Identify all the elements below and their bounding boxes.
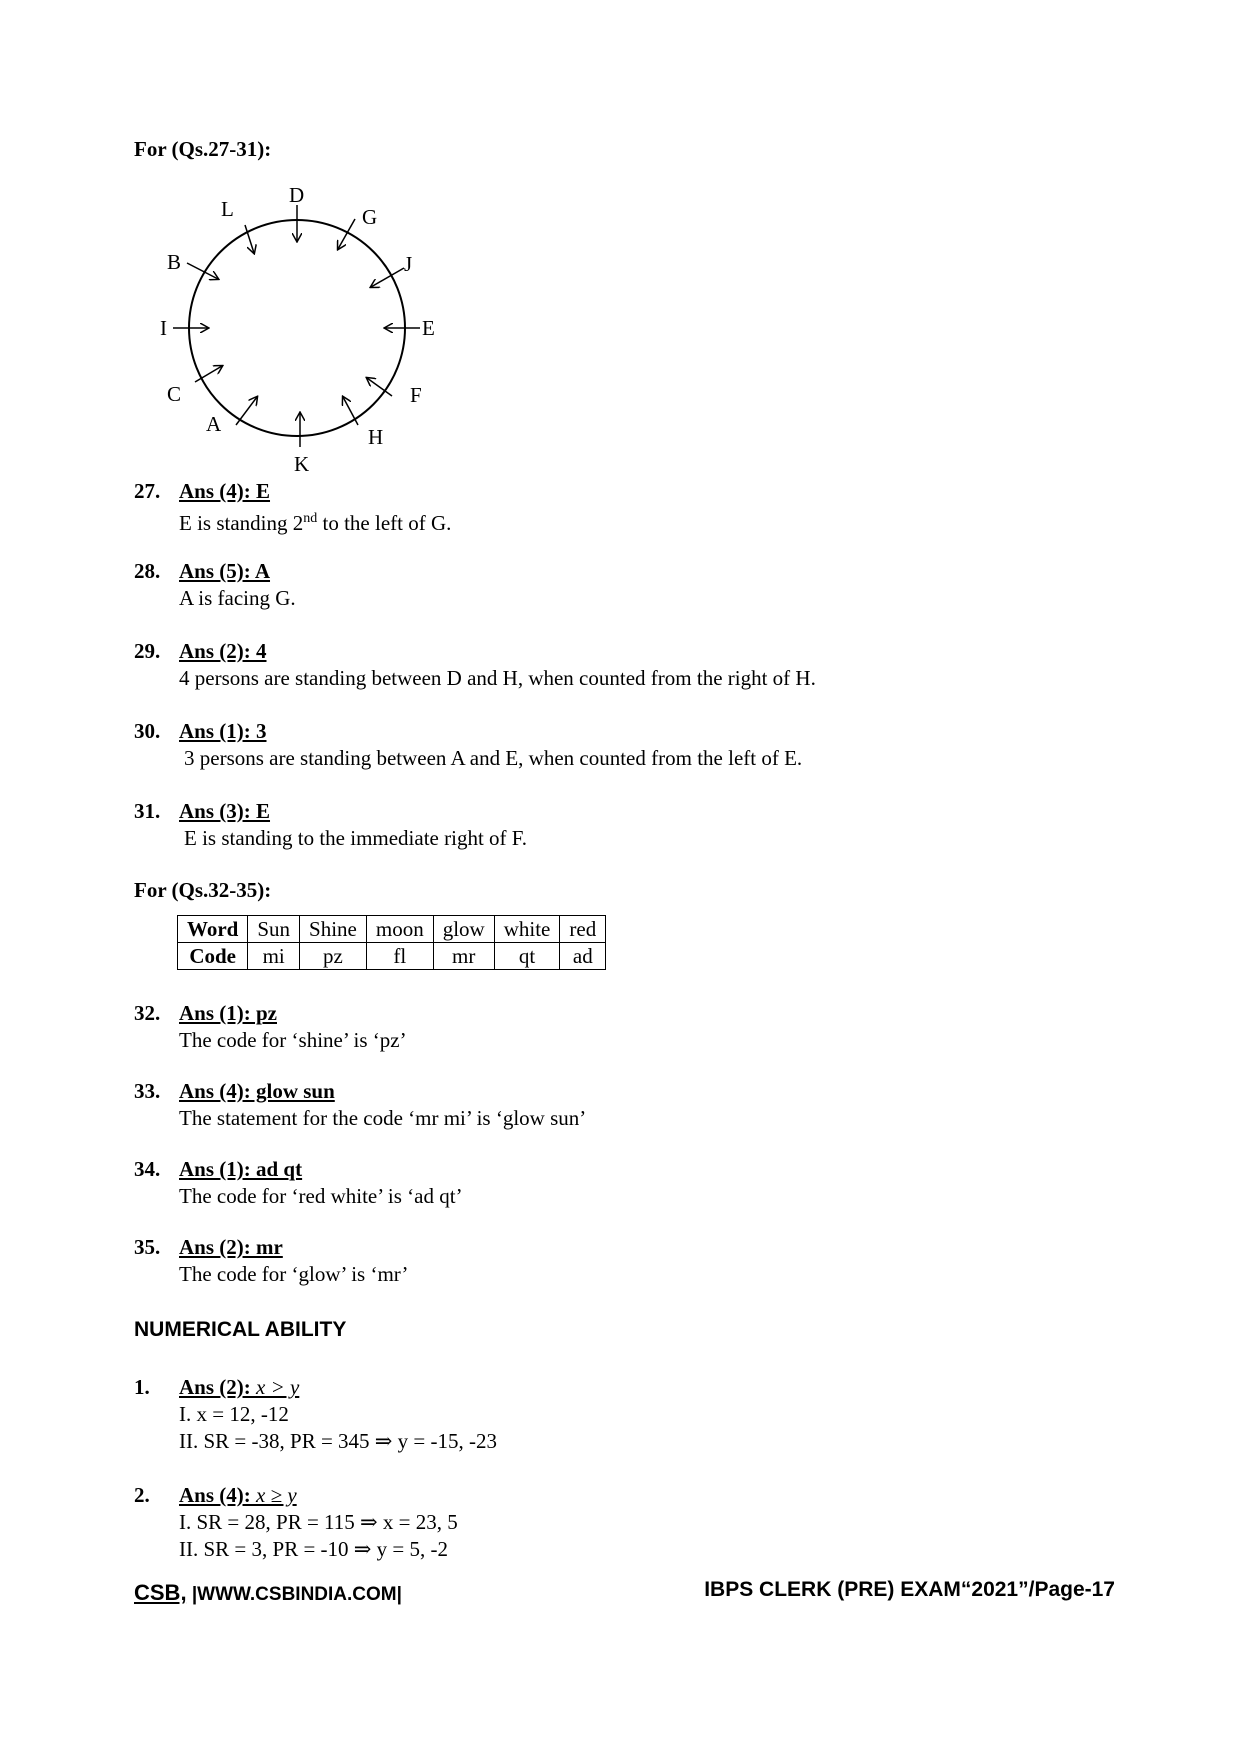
label-k: K [294, 452, 310, 476]
section-heading-numerical-ability: NUMERICAL ABILITY [134, 1318, 347, 1341]
answer-line: I. SR = 28, PR = 115 ⇒ x = 23, 5 [179, 1510, 458, 1534]
table-cell: moon [366, 916, 433, 943]
answer-explanation: The code for ‘shine’ is ‘pz’ [179, 1028, 407, 1052]
label-b: B [167, 250, 182, 274]
label-g: G [362, 205, 378, 229]
answer-line: II. SR = 3, PR = -10 ⇒ y = 5, -2 [179, 1537, 448, 1561]
answer-label: Ans (4): x ≥ y [179, 1483, 297, 1507]
answer-line: I. x = 12, -12 [179, 1402, 289, 1426]
answer-label: Ans (1): pz [179, 1001, 277, 1025]
table-cell: Shine [300, 916, 367, 943]
section-heading-qs32-35: For (Qs.32-35): [134, 878, 272, 902]
brand-logo-text: CSB, [134, 1580, 187, 1605]
label-i: I [160, 316, 167, 340]
arrow-g [338, 219, 355, 249]
answer-label: Ans (4): glow sun [179, 1079, 335, 1103]
answer-label: Ans (1): ad qt [179, 1157, 303, 1181]
table-cell: mi [248, 943, 300, 970]
seating-circle [189, 220, 405, 436]
label-f: F [410, 383, 422, 407]
answer-label: Ans (4): E [179, 479, 271, 503]
label-h: H [368, 425, 384, 449]
table-cell: Sun [248, 916, 300, 943]
answer-explanation: The code for ‘glow’ is ‘mr’ [179, 1262, 409, 1286]
answer-explanation: 3 persons are standing between A and E, when counted from the left of E. [184, 746, 803, 770]
answer-label: Ans (2): x > y [179, 1375, 300, 1399]
answer-35: 35. Ans (2): mr The code for ‘glow’ is ‘mr’ [134, 1234, 1134, 1288]
answer-line: II. SR = -38, PR = 345 ⇒ y = -15, -23 [179, 1429, 497, 1453]
table-cell: white [494, 916, 560, 943]
answer-28: 28. Ans (5): A A is facing G. [134, 558, 1134, 612]
answer-explanation: The code for ‘red white’ is ‘ad qt’ [179, 1184, 463, 1208]
answer-label: Ans (3): E [179, 799, 271, 823]
table-cell: qt [494, 943, 560, 970]
table-cell: ad [560, 943, 606, 970]
answer-n1: 1. Ans (2): x > y I. x = 12, -12 II. SR = -38, PR = 345 ⇒ y = -15, -23 [134, 1374, 1134, 1455]
table-cell: Code [178, 943, 248, 970]
footer-brand [134, 1580, 402, 1606]
answer-27: 27. Ans (4): E E is standing 2nd to the left of G. [134, 478, 1134, 537]
label-d: D [289, 183, 305, 207]
label-e: E [422, 316, 435, 340]
answer-32: 32. Ans (1): pz The code for ‘shine’ is ‘pz’ [134, 1000, 1134, 1054]
answer-31: 31. Ans (3): E E is standing to the immediate right of F. [134, 798, 1134, 852]
seating-diagram [140, 175, 460, 485]
table-row-codes [178, 943, 606, 970]
table-row-words [178, 916, 606, 943]
answer-explanation: E is standing to the immediate right of F. [184, 826, 528, 850]
answer-explanation: The statement for the code ‘mr mi’ is ‘glow sun’ [179, 1106, 587, 1130]
table-cell: pz [300, 943, 367, 970]
table-cell: glow [433, 916, 494, 943]
answer-33: 33. Ans (4): glow sun The statement for the code ‘mr mi’ is ‘glow sun’ [134, 1078, 1134, 1132]
answer-label: Ans (2): mr [179, 1235, 283, 1259]
answer-label: Ans (1): 3 [179, 719, 267, 743]
table-cell: red [560, 916, 606, 943]
answer-label: Ans (5): A [179, 559, 271, 583]
table-cell: fl [366, 943, 433, 970]
label-l: L [221, 197, 234, 221]
answer-34: 34. Ans (1): ad qt The code for ‘red white’ is ‘ad qt’ [134, 1156, 1134, 1210]
answer-30: 30. Ans (1): 3 3 persons are standing between A and E, when counted from the left of E. [134, 718, 1134, 772]
label-c: C [167, 382, 182, 406]
word-code-table [177, 915, 606, 970]
table-cell: Word [178, 916, 248, 943]
answer-label: Ans (2): 4 [179, 639, 267, 663]
footer-page-label: IBPS CLERK (PRE) EXAM“2021”/Page-17 [704, 1578, 1115, 1601]
section-heading-qs27-31: For (Qs.27-31): [134, 137, 272, 161]
table-cell: mr [433, 943, 494, 970]
answer-29: 29. Ans (2): 4 4 persons are standing between D and H, when counted from the right of H. [134, 638, 1134, 692]
answer-explanation: 4 persons are standing between D and H, when counted from the right of H. [179, 666, 816, 690]
arrow-a [236, 397, 257, 425]
label-j: J [404, 252, 413, 276]
answer-explanation: E is standing 2nd to the left of G. [179, 511, 452, 535]
answer-explanation: A is facing G. [179, 586, 296, 610]
website-link[interactable]: |WWW.CSBINDIA.COM| [186, 1584, 402, 1605]
label-a: A [206, 412, 222, 436]
answer-n2: 2. Ans (4): x ≥ y I. SR = 28, PR = 115 ⇒ x = 23, 5 II. SR = 3, PR = -10 ⇒ y = 5, -2 [134, 1482, 1134, 1563]
